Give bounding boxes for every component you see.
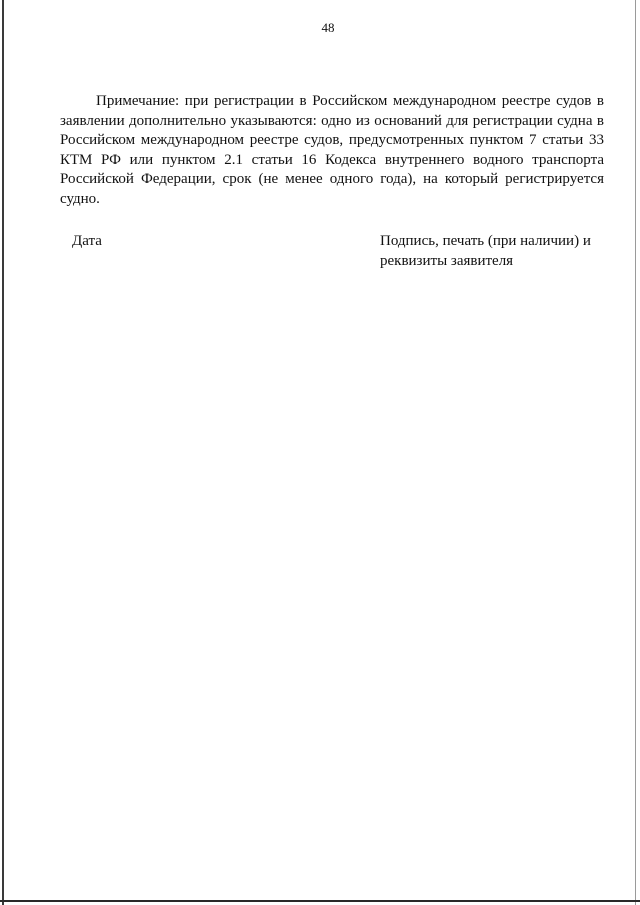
signature-block: [380, 232, 605, 271]
page-edge-bottom: [0, 900, 640, 902]
note-paragraph: Примечание: при регистрации в Российском международном реестре судов в заявлении дополнительно указываются: одно из оснований для регистрации судна в Российском международном реестре судов, предусмотренных пунктом 7 статьи 33 КТМ РФ или пунктом 2.1 статьи 16 Кодекса внутреннего водного транспорта Российской Федерации, срок (не менее одного года), на который регистрируется судно.: [60, 93, 604, 207]
page-edge-right: [635, 0, 636, 905]
signature-line-1: Подпись, печать (при наличии) и: [380, 233, 591, 249]
signature-line-2: реквизиты заявителя: [380, 252, 514, 269]
page-number: 48: [321, 20, 335, 35]
page-edge-left: [2, 0, 4, 905]
date-label: Дата: [72, 233, 102, 249]
